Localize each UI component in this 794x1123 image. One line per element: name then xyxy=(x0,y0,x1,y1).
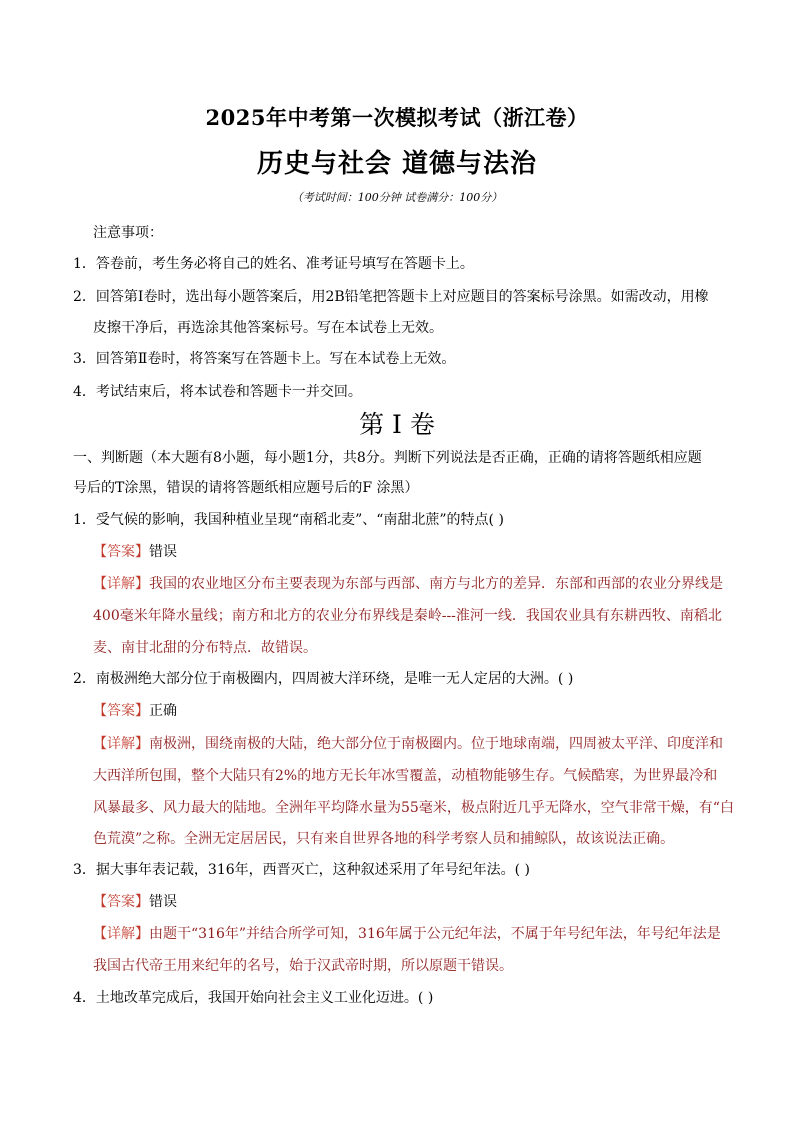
notice-heading: 注意事项： xyxy=(93,225,163,241)
detail-line: 400毫米年降水量线；南方和北方的农业分布界线是秦岭---淮河一线．我国农业具有东耕西牧、南稻北 xyxy=(93,608,722,624)
detail-line: 我国古代帝王用来纪年的名号，始于汉武帝时期，所以原题干错误。 xyxy=(93,958,513,974)
notice-item-text: 答卷前，考生务必将自己的姓名、准考证号填写在答题卡上。 xyxy=(95,256,474,272)
notice-item-continued: 皮擦干净后，再选涂其他答案标号。写在本试卷上无效。 xyxy=(93,320,443,336)
notice-item-number: 3． xyxy=(73,351,96,367)
detail-line: 大西洋所包围，整个大陆只有2%的地方无长年冰雪覆盖，动植物能够生存。气候酷寒，为世界最冷和 xyxy=(93,768,718,784)
notice-item-text: 回答第Ⅱ卷时，将答案写在答题卡上。写在本试卷上无效。 xyxy=(95,351,456,367)
answer-line xyxy=(93,700,177,720)
notice-item xyxy=(73,348,455,368)
question-text: 南极洲绝大部分位于南极圈内，四周被大洋环绕，是唯一无人定居的大洲。( ) xyxy=(95,671,574,687)
question-number: 2． xyxy=(73,671,96,687)
question-number: 4． xyxy=(73,990,96,1006)
detail-text: 我国的农业地区分布主要表现为东部与西部、南方与北方的差异．东部和西部的农业分界线是 xyxy=(149,576,723,592)
detail-line xyxy=(93,573,723,593)
detail-tag: 【详解】 xyxy=(93,736,149,752)
question-text: 土地改革完成后，我国开始向社会主义工业化迈进。( ) xyxy=(95,990,434,1006)
detail-line: 色荒漠”之称。全洲无定居居民，只有来自世界各地的科学考察人员和捕鲸队，故该说法正确。 xyxy=(93,831,675,847)
answer-value: 错误 xyxy=(149,544,177,560)
notice-item-text: 考试结束后，将本试卷和答题卡一并交回。 xyxy=(95,384,362,400)
detail-text: 由题干“316年”并结合所学可知，316年属于公元纪年法，不属于年号纪年法，年号纪年法是 xyxy=(149,926,721,942)
answer-tag: 【答案】 xyxy=(93,703,149,719)
detail-line: 麦、南甘北甜的分布特点．故错误。 xyxy=(93,640,317,656)
notice-item-number: 2． xyxy=(73,289,96,305)
question-stem xyxy=(73,509,504,529)
detail-line xyxy=(93,733,723,753)
section-intro: 一、判断题（本大题有8小题，每小题1分，共8分。判断下列说法是否正确，正确的请将答题纸相应题 xyxy=(73,450,702,466)
detail-line xyxy=(93,923,721,943)
section-title: 第 I 卷 xyxy=(359,410,435,439)
detail-line: 风暴最多、风力最大的陆地。全洲年平均降水量为55毫米，极点附近几乎无降水，空气非常干燥，有“白 xyxy=(93,800,734,816)
answer-tag: 【答案】 xyxy=(93,894,149,910)
notice-item xyxy=(73,381,362,401)
question-number: 3． xyxy=(73,862,96,878)
question-stem xyxy=(73,859,530,879)
question-stem xyxy=(73,668,573,688)
detail-text: 南极洲，围绕南极的大陆，绝大部分位于南极圈内。位于地球南端，四周被太平洋、印度洋和 xyxy=(149,736,723,752)
notice-item xyxy=(73,253,474,273)
detail-tag: 【详解】 xyxy=(93,576,149,592)
exam-info: （考试时间：100分钟 试卷满分：100分） xyxy=(291,191,503,204)
question-text: 据大事年表记载，316年，西晋灭亡，这种叙述采用了年号纪年法。( ) xyxy=(95,862,531,878)
exam-title: 2025年中考第一次模拟考试（浙江卷） xyxy=(205,105,589,130)
detail-tag: 【详解】 xyxy=(93,926,149,942)
notice-item-number: 1． xyxy=(73,256,96,272)
question-number: 1． xyxy=(73,512,96,528)
answer-line xyxy=(93,541,177,561)
notice-item xyxy=(73,286,709,306)
answer-line xyxy=(93,891,177,911)
question-stem xyxy=(73,987,433,1007)
question-text: 受气候的影响，我国种植业呈现“南稻北麦”、“南甜北蔗”的特点( ) xyxy=(95,512,504,528)
section-intro-continued: 号后的T涂黑，错误的请将答题纸相应题号后的F 涂黑） xyxy=(73,480,419,496)
notice-item-text: 回答第Ⅰ卷时，选出每小题答案后，用2B铅笔把答题卡上对应题目的答案标号涂黑。如需改动，用橡 xyxy=(95,289,709,305)
answer-value: 错误 xyxy=(149,894,177,910)
notice-item-number: 4． xyxy=(73,384,96,400)
subject-title: 历史与社会 道德与法治 xyxy=(256,149,538,179)
answer-tag: 【答案】 xyxy=(93,544,149,560)
answer-value: 正确 xyxy=(149,703,177,719)
